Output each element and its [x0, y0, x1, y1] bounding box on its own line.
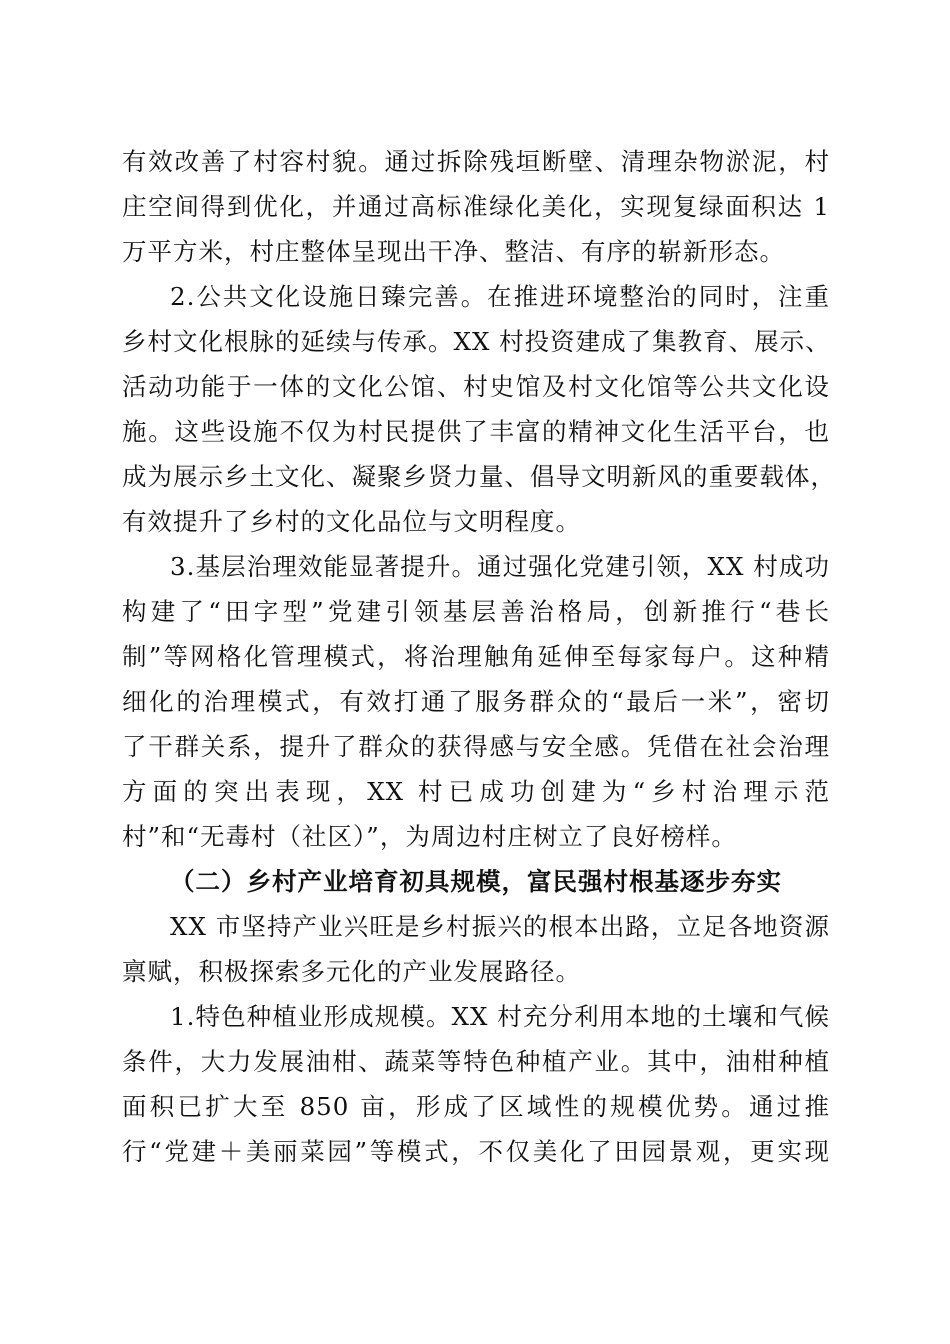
paragraph-line: 行“党建＋美丽菜园”等模式，不仅美化了田园景观，更实现 [122, 1137, 830, 1166]
paragraph-line: 面积已扩大至 850 亩，形成了区域性的规模优势。通过推 [122, 1092, 830, 1121]
paragraph-line: 2.公共文化设施日臻完善。在推进环境整治的同时，注重 [170, 282, 830, 311]
paragraph-line: 3.基层治理效能显著提升。通过强化党建引领，XX 村成功 [170, 552, 830, 581]
paragraph-line: 了干群关系，提升了群众的获得感与安全感。凭借在社会治理 [122, 732, 830, 761]
paragraph-line: 村”和“无毒村（社区）”，为周边村庄树立了良好榜样。 [122, 822, 737, 851]
paragraph-line: 构建了“田字型”党建引领基层善治格局，创新推行“巷长 [122, 597, 830, 626]
paragraph-line: 方面的突出表现，XX 村已成功创建为“乡村治理示范 [122, 777, 830, 806]
section-heading: （二）乡村产业培育初具规模，富民强村根基逐步夯实 [170, 867, 782, 896]
paragraph-line: 乡村文化根脉的延续与传承。XX 村投资建成了集教育、展示、 [122, 327, 831, 356]
paragraph-line: 活动功能于一体的文化公馆、村史馆及村文化馆等公共文化设 [122, 372, 830, 401]
paragraph-line: 1.特色种植业形成规模。XX 村充分利用本地的土壤和气候 [170, 1002, 830, 1031]
paragraph-line: 制”等网格化管理模式，将治理触角延伸至每家每户。这种精 [122, 642, 830, 671]
paragraph-line: 细化的治理模式，有效打通了服务群众的“最后一米”，密切 [122, 687, 830, 716]
paragraph-line: 禀赋，积极探索多元化的产业发展路径。 [122, 957, 581, 986]
paragraph-line: 有效提升了乡村的文化品位与文明程度。 [122, 507, 581, 536]
paragraph-line: 庄空间得到优化，并通过高标准绿化美化，实现复绿面积达 1 [122, 192, 830, 221]
paragraph-line: 成为展示乡土文化、凝聚乡贤力量、倡导文明新风的重要载体， [122, 462, 836, 491]
paragraph-line: 施。这些设施不仅为村民提供了丰富的精神文化生活平台，也 [122, 417, 830, 446]
paragraph-line: 有效改善了村容村貌。通过拆除残垣断壁、清理杂物淤泥，村 [122, 147, 830, 176]
paragraph-line: XX 市坚持产业兴旺是乡村振兴的根本出路，立足各地资源 [170, 912, 830, 941]
paragraph-line: 条件，大力发展油柑、蔬菜等特色种植产业。其中，油柑种植 [122, 1047, 830, 1076]
paragraph-line: 万平方米，村庄整体呈现出干净、整洁、有序的崭新形态。 [122, 237, 785, 266]
